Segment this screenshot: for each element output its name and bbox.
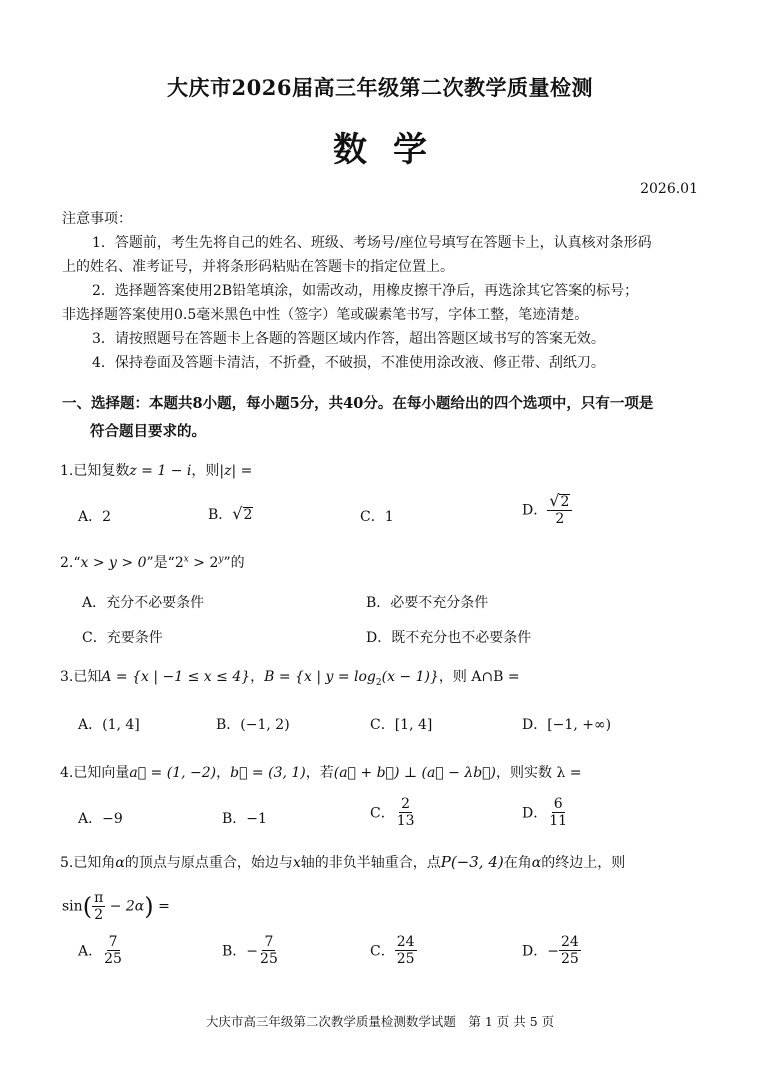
- q2-mid: ”是“: [146, 555, 175, 571]
- q4-prefix: 4.已知向量: [60, 765, 130, 781]
- q4-option-b: B．−1: [222, 811, 267, 827]
- section-1-heading-cont: 符合题目要求的。: [90, 423, 206, 440]
- q5-eq: =: [153, 898, 170, 915]
- q2-cond2-base: 2: [174, 555, 184, 571]
- notice-heading: 注意事项：: [62, 211, 132, 227]
- q5-option-d-den: 25: [560, 951, 579, 968]
- q5-option-d-fraction: [559, 934, 581, 967]
- q4-sep: ，: [216, 765, 231, 781]
- notice-item-2b: 非选择题答案使用0.5毫米黑色中性（签字）笔或碳素笔书写，字体工整，笔迹清楚。: [62, 307, 589, 323]
- q4-option-c-label: C．: [370, 805, 395, 822]
- q1-option-d-num: 2: [560, 494, 570, 510]
- q4-option-d-label: D．: [522, 805, 548, 822]
- q1-option-d-fraction: √ 2 2: [547, 492, 572, 527]
- q2-option-c: C．充要条件: [82, 630, 163, 646]
- exam-date: 2026.01: [640, 181, 698, 197]
- notice-item-2a: 2．选择题答案使用2B铅笔填涂，如需改动，用橡皮擦干净后，再选涂其它答案的标号；: [92, 283, 639, 299]
- q4-option-d-num: 6: [553, 796, 563, 812]
- q3-option-b: B．(−1, 2): [216, 717, 290, 733]
- q5-option-d-num: 24: [560, 934, 579, 950]
- q2-cond1: x > y > 0: [80, 555, 147, 571]
- q4-option-c-fraction: [395, 796, 417, 829]
- q5-option-b-fraction: [258, 934, 280, 967]
- q5-option-a-fraction: [102, 934, 124, 967]
- q3-comma: ，: [250, 669, 265, 685]
- q1-option-b: [208, 504, 253, 524]
- q3-set-b-b: (x − 1)}: [381, 669, 439, 685]
- q5-right-paren: ): [144, 892, 154, 921]
- q3-option-d: D．[−1, +∞): [522, 717, 612, 733]
- q3-option-c: C．[1, 4]: [370, 717, 433, 733]
- q5-option-c-label: C．: [370, 943, 395, 960]
- q5-option-c: [370, 934, 417, 967]
- q1-option-b-radicand: 2: [243, 506, 253, 523]
- q3-option-a: A．(1, 4]: [78, 717, 140, 733]
- q5-option-b: [222, 934, 280, 967]
- q2-sup-x: x: [183, 554, 189, 565]
- q5-option-c-den: 25: [396, 951, 415, 968]
- q1-prefix: 1.已知复数: [60, 463, 130, 479]
- question-3: [60, 666, 520, 688]
- notice-item-3: 3．请按照题号在答题卡上各题的答题区域内作答，超出答题区域书写的答案无效。: [92, 331, 605, 347]
- q4-mid: ，若: [305, 765, 334, 781]
- q2-suffix: ”的: [223, 555, 245, 571]
- q5-option-c-num: 24: [396, 934, 415, 950]
- q1-mid: ，则: [191, 463, 220, 479]
- question-2: [60, 552, 245, 572]
- q5-option-b-num: 7: [264, 934, 274, 950]
- q1-option-c: C．1: [360, 509, 394, 525]
- q3-set-a: A = {x | −1 ≤ x ≤ 4}: [101, 669, 251, 685]
- q1-option-d-den: 2: [555, 511, 565, 528]
- notice-item-1a: 1．答题前，考生先将自己的姓名、班级、考场号/座位号填写在答题卡上，认真核对条形码: [92, 235, 652, 251]
- question-4: [60, 762, 582, 782]
- q4-option-d-den: 11: [549, 813, 568, 830]
- q5-sin: sin: [62, 898, 83, 915]
- q4-option-d-fraction: [547, 796, 569, 829]
- q4-vector-a: a⃗ = (1, −2): [129, 765, 217, 781]
- page-footer: 大庆市高三年级第二次教学质量检测数学试题 第 1 页 共 5 页: [205, 1014, 555, 1029]
- q2-sup-y: y: [218, 554, 224, 565]
- q5-x-var: x: [292, 855, 301, 871]
- q5-minus: − 2α: [105, 898, 145, 915]
- subject-title: 数学: [333, 130, 453, 170]
- q2-option-a: A．充分不必要条件: [82, 595, 205, 611]
- q5-pi-fraction: [92, 890, 105, 923]
- q5-left-paren: (: [82, 892, 93, 921]
- q5-text-b: 的顶点与原点重合，始边与: [124, 855, 293, 871]
- q4-condition: (a⃗ + b⃗) ⊥ (a⃗ − λb⃗): [333, 765, 497, 781]
- q1-expr: z = 1 − i: [129, 463, 192, 479]
- q5-text-a: 5.已知角: [60, 855, 116, 871]
- q2-gt: > 2: [188, 555, 219, 571]
- q5-point: P(−3, 4): [440, 853, 504, 871]
- section-1-heading: 一、选择题：本题共8小题，每小题5分，共40分。在每小题给出的四个选项中，只有一项是: [62, 395, 654, 412]
- question-1: [60, 460, 252, 480]
- q5-two: 2: [94, 907, 104, 924]
- sqrt-symbol: √ 2: [232, 504, 253, 523]
- question-5: [60, 852, 625, 872]
- q5-option-d-label: D．−: [522, 943, 559, 960]
- q4-option-c-den: 13: [396, 813, 415, 830]
- q1-option-d: [522, 492, 572, 527]
- q5-option-a: [78, 934, 124, 967]
- q1-abs: |z| =: [219, 463, 253, 479]
- notice-item-4: 4．保持卷面及答题卡清洁，不折叠，不破损，不准使用涂改液、修正带、刮纸刀。: [92, 355, 605, 371]
- q2-option-d: D．既不充分也不必要条件: [366, 630, 532, 646]
- q5-option-d: [522, 934, 581, 967]
- exam-title: 大庆市2026届高三年级第二次教学质量检测: [167, 75, 593, 100]
- q4-option-d: [522, 796, 569, 829]
- q5-option-a-num: 7: [108, 934, 118, 950]
- q1-option-b-label: B．: [208, 507, 233, 523]
- q5-option-a-label: A．: [78, 943, 103, 960]
- notice-item-1b: 上的姓名、准考证号，并将条形码粘贴在答题卡的指定位置上。: [62, 259, 454, 275]
- q3-set-b-a: B = {x | y = log: [264, 669, 376, 685]
- q5-alpha-2: α: [531, 855, 542, 871]
- q5-text-e: 的终边上，则: [541, 855, 626, 871]
- q2-prefix: 2.“: [60, 555, 81, 571]
- q5-option-a-den: 25: [104, 951, 122, 968]
- q4-option-a: A．−9: [78, 811, 123, 827]
- q4-vector-b: b⃗ = (3, 1): [230, 765, 306, 781]
- q5-option-b-label: B．−: [222, 943, 259, 960]
- q5-alpha: α: [115, 855, 125, 871]
- q3-log-base: 2: [375, 677, 382, 688]
- q1-option-a: A．2: [78, 509, 112, 525]
- q4-option-c: [370, 796, 417, 829]
- q5-pi: π: [94, 890, 104, 906]
- q1-option-d-label: D．: [522, 502, 548, 519]
- q5-option-b-den: 25: [260, 951, 278, 968]
- q4-option-c-num: 2: [401, 796, 411, 812]
- q3-prefix: 3.已知: [60, 669, 102, 685]
- q2-option-b: B．必要不充分条件: [366, 595, 489, 611]
- q5-option-c-fraction: [395, 934, 417, 967]
- q5-text-d: 在角: [503, 855, 532, 871]
- q3-suffix: ，则 A∩B =: [438, 669, 520, 685]
- q5-expression: [62, 890, 170, 923]
- q5-text-c: 轴的非负半轴重合，点: [300, 855, 441, 871]
- q4-suffix: ，则实数 λ =: [496, 765, 582, 781]
